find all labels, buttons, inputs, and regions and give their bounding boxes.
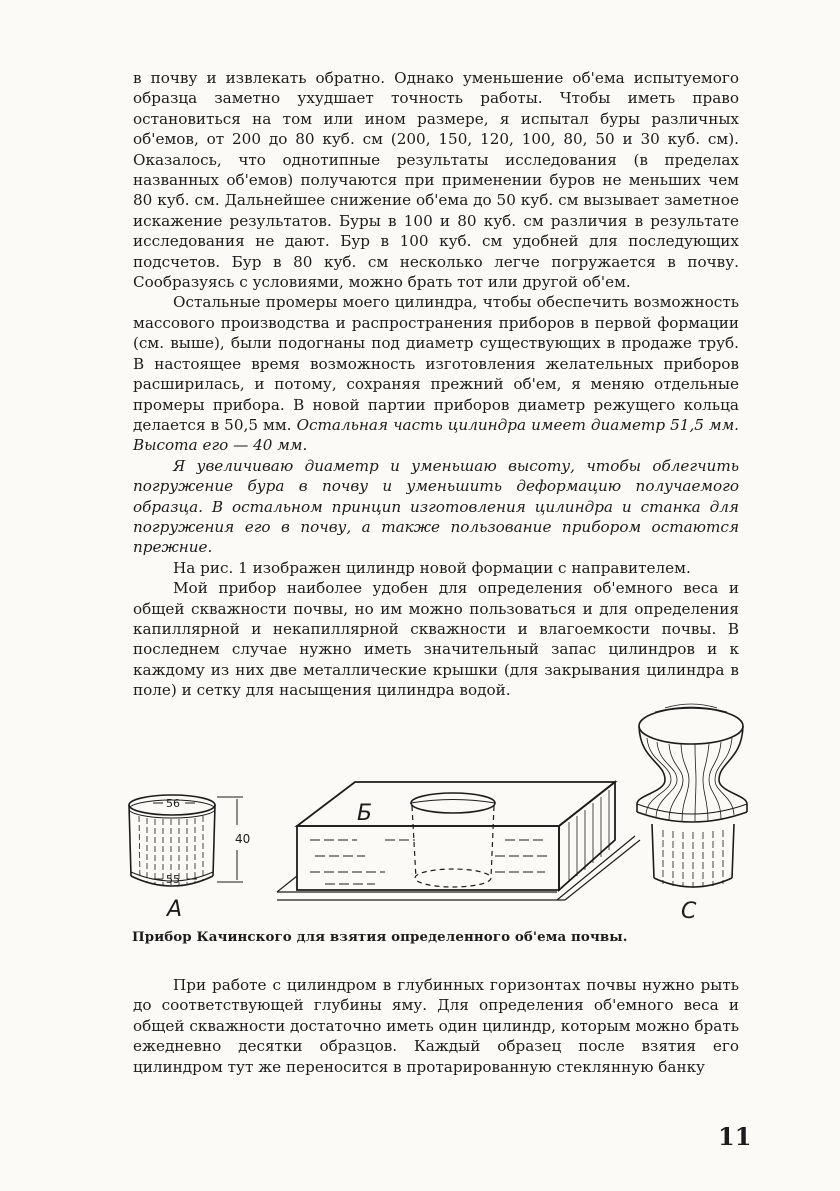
paragraph-1: в почву и извлекать обратно. Однако уменьшение об'ема испытуемого образца заметно ухудшает точность работы. Чтобы иметь право остановиться на том или ином размере, я испытал буры различных об'емов, от 200 до 80 куб. см (200, 150, 120, 100, 80, 50 и 30 куб. см). Оказалось, что однотипные результаты исследования (в пределах названных об'емов) получаются при применении буров не меньших чем 80 куб. см. Дальнейшее снижение об'ема до 50 куб. см вызывает заметное искажение результатов. Буры в 100 и 80 куб. см различия в результате исследования не дают. Бур в 100 куб. см удобней для последующих подсчетов. Бур в 80 куб. см несколько легче погружается в почву. Сообразуясь с условиями, можно брать тот или другой об'ем. (133, 69, 739, 292)
paragraph-2-italic: Остальная часть цилиндра имеет диаметр 51,5 мм. Высота его — 40 мм. (133, 415, 740, 455)
figure-caption: Прибор Качинского для взятия определенного об'ема почвы. (132, 929, 628, 945)
dimension-bottom: 55 (166, 873, 180, 886)
stand-b-drawing (277, 782, 640, 900)
text-block-top (133, 68, 739, 701)
paragraph-3: Я увеличиваю диаметр и уменьшаю высоту, чтобы облегчить погружение бура в почву и уменьшить деформацию получаемого образца. В остальном принцип изготовления цилиндра и станка для погружения его в почву, а также пользование прибором остаются прежние. (133, 456, 739, 557)
text-block-bottom (133, 975, 739, 1077)
cylinder-a-drawing (129, 795, 243, 886)
figure-instrument (125, 700, 765, 925)
label-b: Б (357, 801, 373, 826)
paragraph-2-text: Остальные промеры моего цилиндра, чтобы обеспечить возможность массового производства и распространения приборов в первой формации (см. выше), были подогнаны под диаметр существующих в продаже труб. В настоящее время возможность изготовления желательных приборов расширилась, и потому, сохраняя прежний об'ем, я меняю отдельные промеры прибора. В новой партии приборов диаметр режущего кольца делается в 50,5 мм. (133, 293, 739, 434)
paragraph-5: Мой прибор наиболее удобен для определения об'емного веса и общей скважности почвы, но им можно пользоваться и для определения капиллярной и некапиллярной скважности и влагоемкости почвы. В последнем случае нужно иметь значительный запас цилиндров и к каждому из них две металлические крышки (для закрывания цилиндра в поле) и сетку для насыщения цилиндра водой. (133, 579, 739, 700)
paragraph-2 (133, 292, 739, 455)
dimension-height: 40 (235, 832, 251, 846)
figure-drawing (125, 700, 765, 925)
paragraph-6: При работе с цилиндром в глубинных горизонтах почвы нужно рыть до соответствующей глубины яму. Для определения об'емного веса и общей скважности достаточно иметь один цилиндр, которым можно брать ежедневно десятки образцов. Каждый образец после взятия его цилиндром тут же переносится в протарированную стеклянную банку (133, 976, 739, 1076)
dimension-top: 56 (166, 797, 180, 810)
guide-c-drawing (637, 704, 747, 888)
page-number: 11 (718, 1122, 752, 1151)
label-a: А (167, 897, 183, 922)
label-c: С (681, 899, 697, 924)
paragraph-4: На рис. 1 изображен цилиндр новой формации с направителем. (173, 558, 691, 577)
